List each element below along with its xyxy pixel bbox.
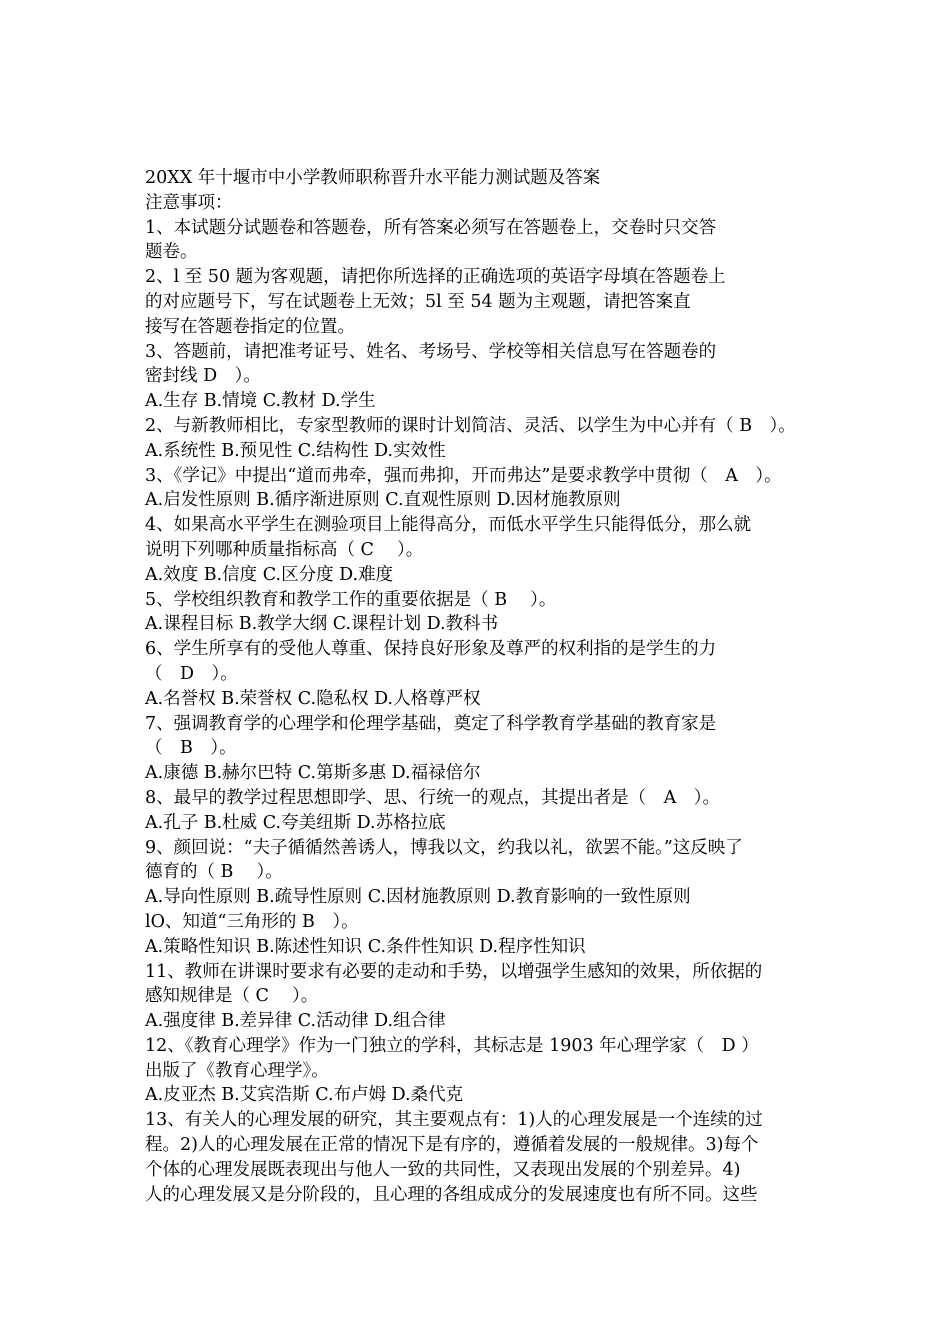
question-line: 5、学校组织教育和教学工作的重要依据是（ B ）。 (145, 589, 557, 610)
text-line: 3、答题前，请把准考证号、姓名、考场号、学校等相关信息写在答题卷的 (145, 341, 717, 362)
answer-options: A.导向性原则 B.疏导性原则 C.因材施教原则 D.教育影响的一致性原则 (145, 887, 691, 908)
question-line: lO、知道“三角形的 B ）。 (145, 911, 359, 932)
question-line: 人的心理发展又是分阶段的，且心理的各组成成分的发展速度也有所不同。这些 (145, 1184, 758, 1205)
answer-options: A.康德 B.赫尔巴特 C.第斯多惠 D.福禄倍尔 (145, 763, 481, 784)
question-line: 13、有关人的心理发展的研究，其主要观点有：1)人的心理发展是一个连续的过 (145, 1110, 763, 1131)
question-line: 9、颜回说：“夫子循循然善诱人，博我以文，约我以礼，欲罢不能。”这反映了 (145, 837, 743, 858)
question-line: （ D ）。 (145, 663, 238, 684)
question-line: 12、《教育心理学》作为一门独立的学科，其标志是 1903 年心理学家（ D ） (145, 1035, 759, 1056)
question-line: 6、学生所享有的受他人尊重、保持良好形象及尊严的权利指的是学生的力 (145, 639, 717, 660)
answer-options: A.启发性原则 B.循序渐进原则 C.直观性原则 D.因材施教原则 (145, 490, 621, 511)
notice-heading: 注意事项： (145, 192, 233, 213)
answer-options: A.生存 B.情境 C.教材 D.学生 (145, 391, 376, 412)
answer-options: A.系统性 B.预见性 C.结构性 D.实效性 (145, 440, 446, 461)
text-line: 密封线 D ）。 (145, 366, 261, 387)
question-line: 7、强调教育学的心理学和伦理学基础，奠定了科学教育学基础的教育家是 (145, 713, 717, 734)
answer-options: A.课程目标 B.教学大纲 C.课程计划 D.教科书 (145, 614, 499, 635)
answer-options: A.策略性知识 B.陈述性知识 C.条件性知识 D.程序性知识 (145, 936, 586, 957)
answer-options: A.强度律 B.差异律 C.活动律 D.组合律 (145, 1011, 446, 1032)
question-line: （ B ）。 (145, 738, 237, 759)
answer-options: A.名誉权 B.荣誉权 C.隐私权 D.人格尊严权 (145, 688, 481, 709)
question-line: 程。2)人的心理发展在正常的情况下是有序的，遵循着发展的一般规律。3)每个 (145, 1135, 759, 1156)
question-line: 11、教师在讲课时要求有必要的走动和手势，以增强学生感知的效果，所依据的 (145, 961, 763, 982)
question-line: 个体的心理发展既表现出与他人一致的共同性，又表现出发展的个别差异。4) (145, 1159, 741, 1180)
question-line: 2、与新教师相比，专家型教师的课时计划简洁、灵活、以学生为中心并有（ B ）。 (145, 415, 796, 436)
question-line: 4、如果高水平学生在测验项目上能得高分，而低水平学生只能得低分，那么就 (145, 515, 752, 536)
question-line: 出版了《教育心理学》。 (145, 1060, 329, 1081)
text-line: 接写在答题卷指定的位置。 (145, 316, 355, 337)
question-line: 说明下列哪种质量指标高（ C ）。 (145, 539, 424, 560)
question-line: 感知规律是（ C ）。 (145, 986, 319, 1007)
text-line: 1、本试题分试题卷和答题卷，所有答案必须写在答题卷上，交卷时只交答 (145, 217, 717, 238)
question-line: 8、最早的教学过程思想即学、思、行统一的观点，其提出者是（ A ）。 (145, 787, 721, 808)
answer-options: A.皮亚杰 B.艾宾浩斯 C.布卢姆 D.桑代克 (145, 1085, 464, 1106)
text-line: 的对应题号下，写在试题卷上无效；5l 至 54 题为主观题，请把答案直 (145, 291, 691, 312)
document-title: 20XX 年十堰市中小学教师职称晋升水平能力测试题及答案 (145, 168, 601, 188)
text-line: 题卷。 (145, 242, 198, 263)
question-line: 3、《学记》中提出“道而弗牵，强而弗抑，开而弗达”是要求教学中贯彻（ A ）。 (145, 465, 782, 486)
document-page (145, 166, 809, 1207)
question-line: 德育的（ B ）。 (145, 862, 283, 883)
text-line: 2、l 至 50 题为客观题，请把你所选择的正确选项的英语字母填在答题卷上 (145, 267, 726, 288)
answer-options: A.效度 B.信度 C.区分度 D.难度 (145, 564, 394, 585)
answer-options: A.孔子 B.杜威 C.夸美纽斯 D.苏格拉底 (145, 812, 446, 833)
